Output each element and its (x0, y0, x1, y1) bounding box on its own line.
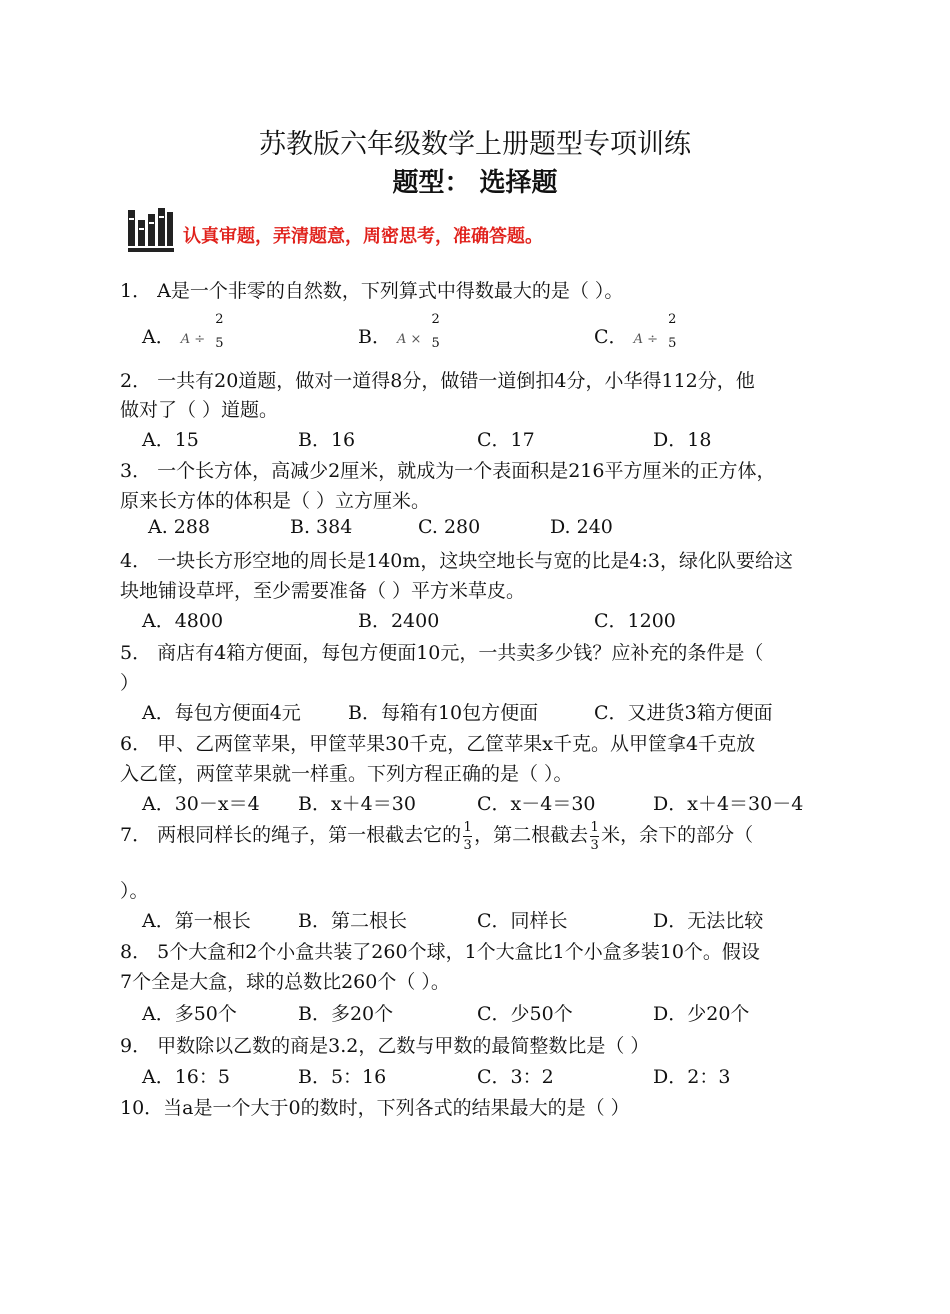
q2-line2: 做对了（ ）道题。 (120, 399, 279, 421)
q7-option-b: B．第二根长 (298, 910, 407, 932)
q1-option-b: B． A × 2 5 (358, 312, 440, 351)
fraction-one-third: $\frac{1}{3}$ (590, 819, 599, 853)
q6-option-b: B．x＋4＝30 (298, 793, 416, 815)
q8-option-a: A．多50个 (142, 1003, 237, 1025)
q7-option-a: A．第一根长 (142, 910, 251, 932)
q3-line2: 原来长方体的体积是（ ）立方厘米。 (120, 490, 431, 512)
q3-option-c: C. 280 (418, 516, 481, 538)
q8-line2: 7个全是大盒，球的总数比260个（ ）。 (120, 971, 450, 993)
q7-option-d: D．无法比较 (653, 910, 764, 932)
q4-option-b: B．2400 (358, 610, 440, 632)
q5-option-a: A．每包方便面4元 (142, 702, 301, 724)
q9-option-c: C．3：2 (477, 1066, 554, 1088)
q7-line1: 7． 两根同样长的绳子，第一根截去它的 $\frac{1}{3}$ ，第二根截去 $\frac{1}{3}$ 米，余下的部分（ (120, 819, 754, 853)
q2-option-b: B．16 (298, 429, 356, 451)
q9-option-d: D．2：3 (653, 1066, 731, 1088)
q1-stem: 1． A是一个非零的自然数，下列算式中得数最大的是（ ）。 (120, 280, 624, 302)
q3-line1: 3． 一个长方体，高减少2厘米，就成为一个表面积是216平方厘米的正方体， (120, 460, 776, 482)
q3-option-a: A. 288 (148, 516, 211, 538)
q2-line1: 2． 一共有20道题，做对一道得8分，做错一道倒扣4分，小华得112分，他 (120, 370, 755, 392)
q8-option-d: D．少20个 (653, 1003, 750, 1025)
q8-line1: 8． 5个大盒和2个小盒共装了260个球，1个大盒比1个小盒多装10个。假设 (120, 941, 760, 963)
instruction-tip: 认真审题，弄清题意，周密思考，准确答题。 (183, 226, 543, 247)
q9-option-a: A．16：5 (142, 1066, 230, 1088)
q4-option-c: C．1200 (594, 610, 676, 632)
q8-option-b: B．多20个 (298, 1003, 394, 1025)
q10-line1: 10．当a是一个大于0的数时，下列各式的结果最大的是（ ） (120, 1097, 630, 1119)
q2-option-a: A．15 (142, 429, 199, 451)
q3-option-d: D. 240 (550, 516, 613, 538)
q7-line2: ）。 (120, 880, 149, 902)
q7-option-c: C．同样长 (477, 910, 568, 932)
q6-line2: 入乙筐，两筐苹果就一样重。下列方程正确的是（ ）。 (120, 763, 573, 785)
q5-option-c: C．又进货3箱方便面 (594, 702, 773, 724)
q9-line1: 9． 甲数除以乙数的商是3.2，乙数与甲数的最简整数比是（ ） (120, 1035, 650, 1057)
q4-line1: 4． 一块长方形空地的周长是140m，这块空地长与宽的比是4:3，绿化队要给这 (120, 550, 793, 572)
q4-option-a: A．4800 (142, 610, 224, 632)
page-title: 苏教版六年级数学上册题型专项训练 (259, 129, 691, 160)
q8-option-c: C．少50个 (477, 1003, 573, 1025)
q5-line2: ） (120, 672, 140, 694)
q6-line1: 6． 甲、乙两筐苹果，甲筐苹果30千克，乙筐苹果x千克。从甲筐拿4千克放 (120, 733, 756, 755)
page-subtitle: 题型： 选择题 (392, 168, 558, 198)
q1-option-a: A． A ÷ 2 5 (142, 312, 224, 351)
q3-option-b: B. 384 (290, 516, 353, 538)
q1-option-c: C． A ÷ 2 5 (594, 312, 677, 351)
q6-option-d: D．x＋4＝30－4 (653, 793, 804, 815)
q6-option-a: A．30－x＝4 (142, 793, 260, 815)
q6-option-c: C．x－4＝30 (477, 793, 596, 815)
q9-option-b: B．5：16 (298, 1066, 387, 1088)
q2-option-d: D．18 (653, 429, 712, 451)
books-icon (128, 208, 174, 252)
q2-option-c: C．17 (477, 429, 535, 451)
fraction-one-third: $\frac{1}{3}$ (463, 819, 472, 853)
q5-line1: 5． 商店有4箱方便面，每包方便面10元，一共卖多少钱？应补充的条件是（ (120, 642, 764, 664)
q4-line2: 块地铺设草坪，至少需要准备（ ）平方米草皮。 (120, 580, 526, 602)
q5-option-b: B．每箱有10包方便面 (348, 702, 539, 724)
